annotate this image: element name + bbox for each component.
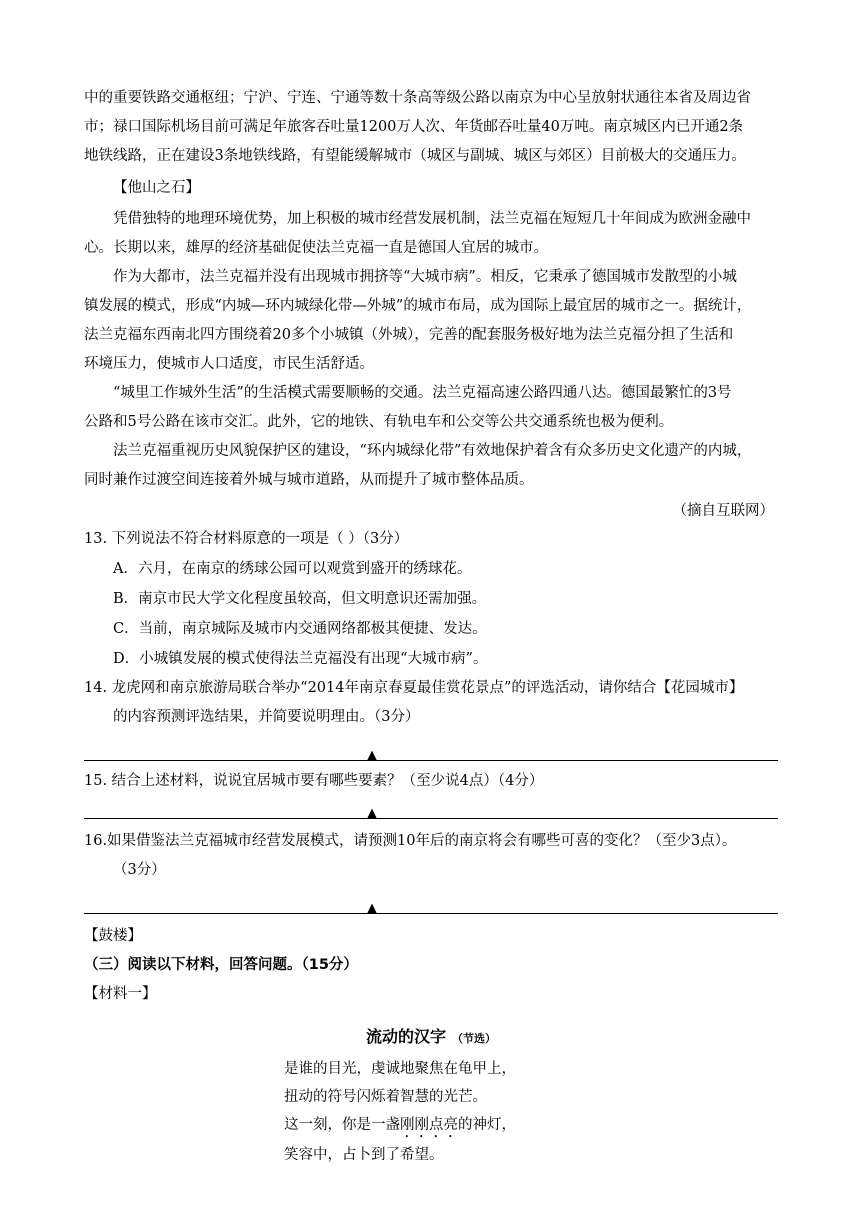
poem-body xyxy=(84,1055,778,1169)
section-heading-drum-tower: 【鼓楼】 xyxy=(84,928,142,944)
text-line: 心。长期以来，雄厚的经济基础促使法兰克福一直是德国人宜居的城市。 xyxy=(84,240,548,256)
question-stem: 14. 龙虎网和南京旅游局联合举办“2014年南京春夏最佳赏花景点”的评选活动，请你结合【花园城市】 xyxy=(84,680,744,696)
paragraph xyxy=(84,205,778,263)
text-line: 环境压力，使城市人口适度，市民生活舒适。 xyxy=(84,356,374,372)
question-15 xyxy=(84,767,778,819)
paragraph xyxy=(84,263,778,379)
poem-title-sub: （节选） xyxy=(452,1032,496,1045)
section-heading-other: 【他山之石】 xyxy=(113,180,200,196)
question-stem: 13. 下列说法不符合材料原意的一项是（ ）（3分） xyxy=(84,531,409,547)
question-13 xyxy=(84,525,778,674)
poem-title xyxy=(84,1021,778,1055)
text-line: 公路和5号公路在该市交汇。此外，它的地铁、有轨电车和公交等公共交通系统也极为便利。 xyxy=(84,414,674,430)
material-label: 【材料一】 xyxy=(84,986,157,1002)
text-line: “城里工作城外生活”的生活模式需要顺畅的交通。法兰克福高速公路四通八达。德国最繁忙的3号 xyxy=(113,385,732,401)
paragraph xyxy=(84,379,778,437)
poem-segment: 的神灯， xyxy=(458,1117,516,1133)
answer-line[interactable] xyxy=(84,796,778,819)
answer-line[interactable] xyxy=(84,732,778,761)
poem-segment: 这一刻，你是一盏 xyxy=(284,1117,400,1133)
text-line: 法兰克福重视历史风貌保护区的建设，“环内城绿化带”有效地保护着含有众多历史文化遗产的内城， xyxy=(113,443,752,459)
question-stem-cont: （3分） xyxy=(113,862,166,878)
text-line: 镇发展的模式，形成“内城—环内城绿化带—外城”的城市布局，成为国际上最宜居的城市之一。据统计， xyxy=(84,298,752,314)
source-citation: （摘自互联网） xyxy=(672,503,774,519)
question-stem: 16.如果借鉴法兰克福城市经营发展模式，请预测10年后的南京将会有哪些可喜的变化？（至少3点）。 xyxy=(84,833,737,849)
option-b: B．南京市民大学文化程度虽较高，但文明意识还需加强。 xyxy=(113,591,487,607)
triangle-marker-icon: ▲ xyxy=(367,806,377,821)
text-line: 地铁线路，正在建设3条地铁线路，有望能缓解城市（城区与副城、城区与郊区）目前极大的交通压力。 xyxy=(84,148,746,164)
text-line: 市；禄口国际机场目前可满足年旅客吞吐量1200万人次、年货邮吞吐量40万吨。南京城区内已开通2条 xyxy=(84,119,744,135)
poem-line: 扭动的符号闪烁着智慧的光芒。 xyxy=(284,1089,487,1105)
poem-line: 是谁的目光，虔诚地聚焦在龟甲上， xyxy=(284,1061,516,1077)
question-16 xyxy=(84,827,778,914)
text-line: 法兰克福东西南北四方围绕着20多个小城镇（外城），完善的配套服务极好地为法兰克福分担了生活和 xyxy=(84,327,734,343)
option-d: D．小城镇发展的模式使得法兰克福没有出现“大城市病”。 xyxy=(113,651,488,667)
question-stem: 15. 结合上述材料，说说宜居城市要有哪些要素？（至少说4点）（4分） xyxy=(84,773,544,789)
text-line: 作为大都市，法兰克福并没有出现城市拥挤等“大城市病”。相反，它秉承了德国城市发散型的小城 xyxy=(113,269,737,285)
text-line: 凭借独特的地理环境优势，加上积极的城市经营发展机制，法兰克福在短短几十年间成为欧洲金融中 xyxy=(113,211,751,227)
question-stem-cont: 的内容预测评选结果，并简要说明理由。（3分） xyxy=(113,709,420,725)
answer-line[interactable] xyxy=(84,885,778,914)
option-c: C．当前，南京城际及城市内交通网络都极其便捷、发达。 xyxy=(113,621,487,637)
exam-page xyxy=(84,84,778,1169)
part-title: （三）阅读以下材料，回答问题。（15分） xyxy=(84,957,358,973)
paragraph xyxy=(84,437,778,495)
question-14 xyxy=(84,674,778,761)
triangle-marker-icon: ▲ xyxy=(367,748,377,763)
poem-line xyxy=(284,1111,778,1141)
triangle-marker-icon: ▲ xyxy=(367,901,377,916)
material-continuation xyxy=(84,84,778,171)
text-line: 同时兼作过渡空间连接着外城与城市道路，从而提升了城市整体品质。 xyxy=(84,472,534,488)
emphasized-phrase: 刚刚点亮 xyxy=(400,1117,458,1133)
option-a: A．六月，在南京的绣球公园可以观赏到盛开的绣球花。 xyxy=(113,561,472,577)
poem-line: 笑容中，占卜到了希望。 xyxy=(284,1147,444,1163)
text-line: 中的重要铁路交通枢纽；宁沪、宁连、宁通等数十条高等级公路以南京为中心呈放射状通往本省及周边省 xyxy=(84,90,751,106)
poem-title-main: 流动的汉字 xyxy=(365,1027,446,1046)
